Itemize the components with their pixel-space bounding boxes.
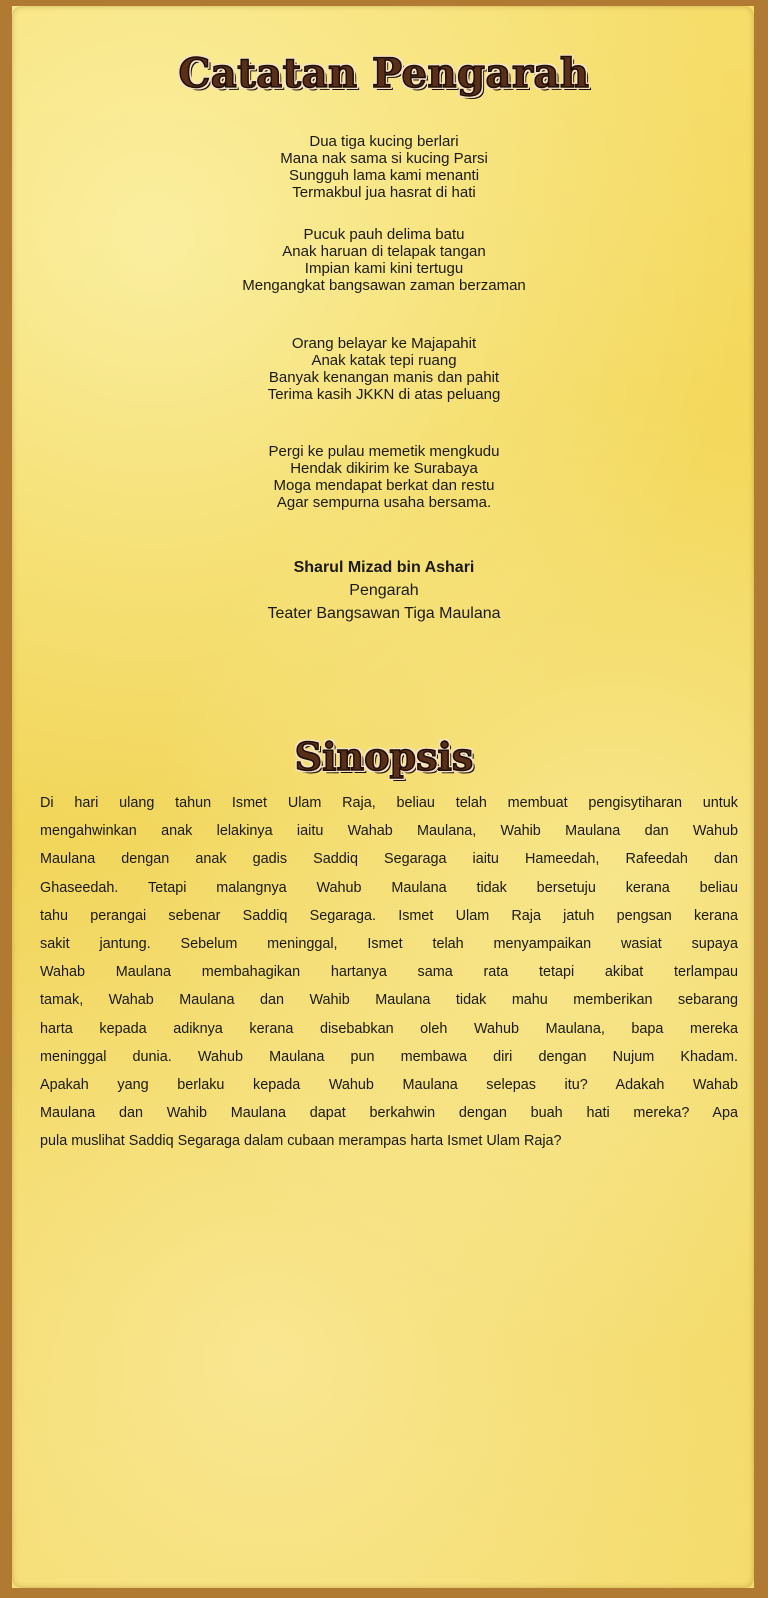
poem-line: Orang belayar ke Majapahit bbox=[291, 335, 477, 352]
poem-line: Agar sempurna usaha bersama. bbox=[276, 494, 492, 511]
poem-line: Banyak kenangan manis dan pahit bbox=[268, 369, 500, 386]
director-name: Sharul Mizad bin Ashari bbox=[293, 559, 475, 576]
director-role: Pengarah bbox=[349, 582, 419, 599]
synopsis-line: mengahwinkan anak lelakinya iaitu Wahab Maulana, Wahib Maulana dan Wahub bbox=[40, 823, 738, 840]
director-signature bbox=[0, 556, 768, 625]
synopsis-line: Maulana dengan anak gadis Saddiq Segaraga iaitu Hameedah, Rafeedah dan bbox=[40, 851, 738, 868]
poem-line: Impian kami kini tertugu bbox=[304, 260, 464, 277]
production-name: Teater Bangsawan Tiga Maulana bbox=[267, 605, 501, 622]
synopsis-line: Apakah yang berlaku kepada Wahub Maulana selepas itu? Adakah Wahab bbox=[40, 1077, 738, 1094]
poem-line: Moga mendapat berkat dan restu bbox=[273, 477, 495, 494]
synopsis-line: tamak, Wahab Maulana dan Wahib Maulana tidak mahu memberikan sebarang bbox=[40, 992, 738, 1009]
poem-line: Mana nak sama si kucing Parsi bbox=[280, 150, 488, 167]
synopsis-line: sakit jantung. Sebelum meninggal, Ismet telah menyampaikan wasiat supaya bbox=[40, 936, 738, 953]
synopsis-line: Ghaseedah. Tetapi malangnya Wahub Maulana tidak bersetuju kerana beliau bbox=[40, 879, 738, 896]
synopsis-line: Wahab Maulana membahagikan hartanya sama rata tetapi akibat terlampau bbox=[40, 964, 738, 981]
poem-line: Sungguh lama kami menanti bbox=[288, 167, 480, 184]
synopsis-title: Sinopsis bbox=[294, 734, 474, 779]
synopsis-line: Di hari ulang tahun Ismet Ulam Raja, beliau telah membuat pengisytiharan untuk bbox=[40, 795, 738, 811]
director-note-title: Catatan Pengarah bbox=[178, 50, 590, 97]
synopsis-line: tahu perangai sebenar Saddiq Segaraga. Ismet Ulam Raja jatuh pengsan kerana bbox=[40, 907, 738, 924]
synopsis-line: Maulana dan Wahib Maulana dapat berkahwin dengan buah hati mereka? Apa bbox=[40, 1105, 738, 1122]
synopsis-line: meninggal dunia. Wahub Maulana pun membawa diri dengan Nujum Khadam. bbox=[40, 1048, 738, 1065]
poem-line: Termakbul jua hasrat di hati bbox=[292, 184, 476, 201]
poem-line: Mengangkat bangsawan zaman berzaman bbox=[242, 277, 526, 294]
poem-line: Pucuk pauh delima batu bbox=[303, 226, 465, 243]
synopsis-line: pula muslihat Saddiq Segaraga dalam cubaan merampas harta Ismet Ulam Raja? bbox=[40, 1133, 562, 1150]
poem-line: Anak haruan di telapak tangan bbox=[282, 243, 486, 260]
poem-line: Terima kasih JKKN di atas peluang bbox=[267, 386, 501, 403]
synopsis-body bbox=[40, 789, 738, 1156]
poem-line: Hendak dikirim ke Surabaya bbox=[290, 460, 478, 477]
poem-stanza-2 bbox=[0, 226, 768, 294]
poem-line: Pergi ke pulau memetik mengkudu bbox=[268, 443, 500, 460]
poem-stanza-1 bbox=[0, 133, 768, 201]
poem-stanza-4 bbox=[0, 443, 768, 511]
poem-line: Dua tiga kucing berlari bbox=[309, 133, 459, 150]
poem-line: Anak katak tepi ruang bbox=[311, 352, 457, 369]
poem-stanza-3 bbox=[0, 335, 768, 403]
synopsis-line: harta kepada adiknya kerana disebabkan oleh Wahub Maulana, bapa mereka bbox=[40, 1020, 738, 1037]
